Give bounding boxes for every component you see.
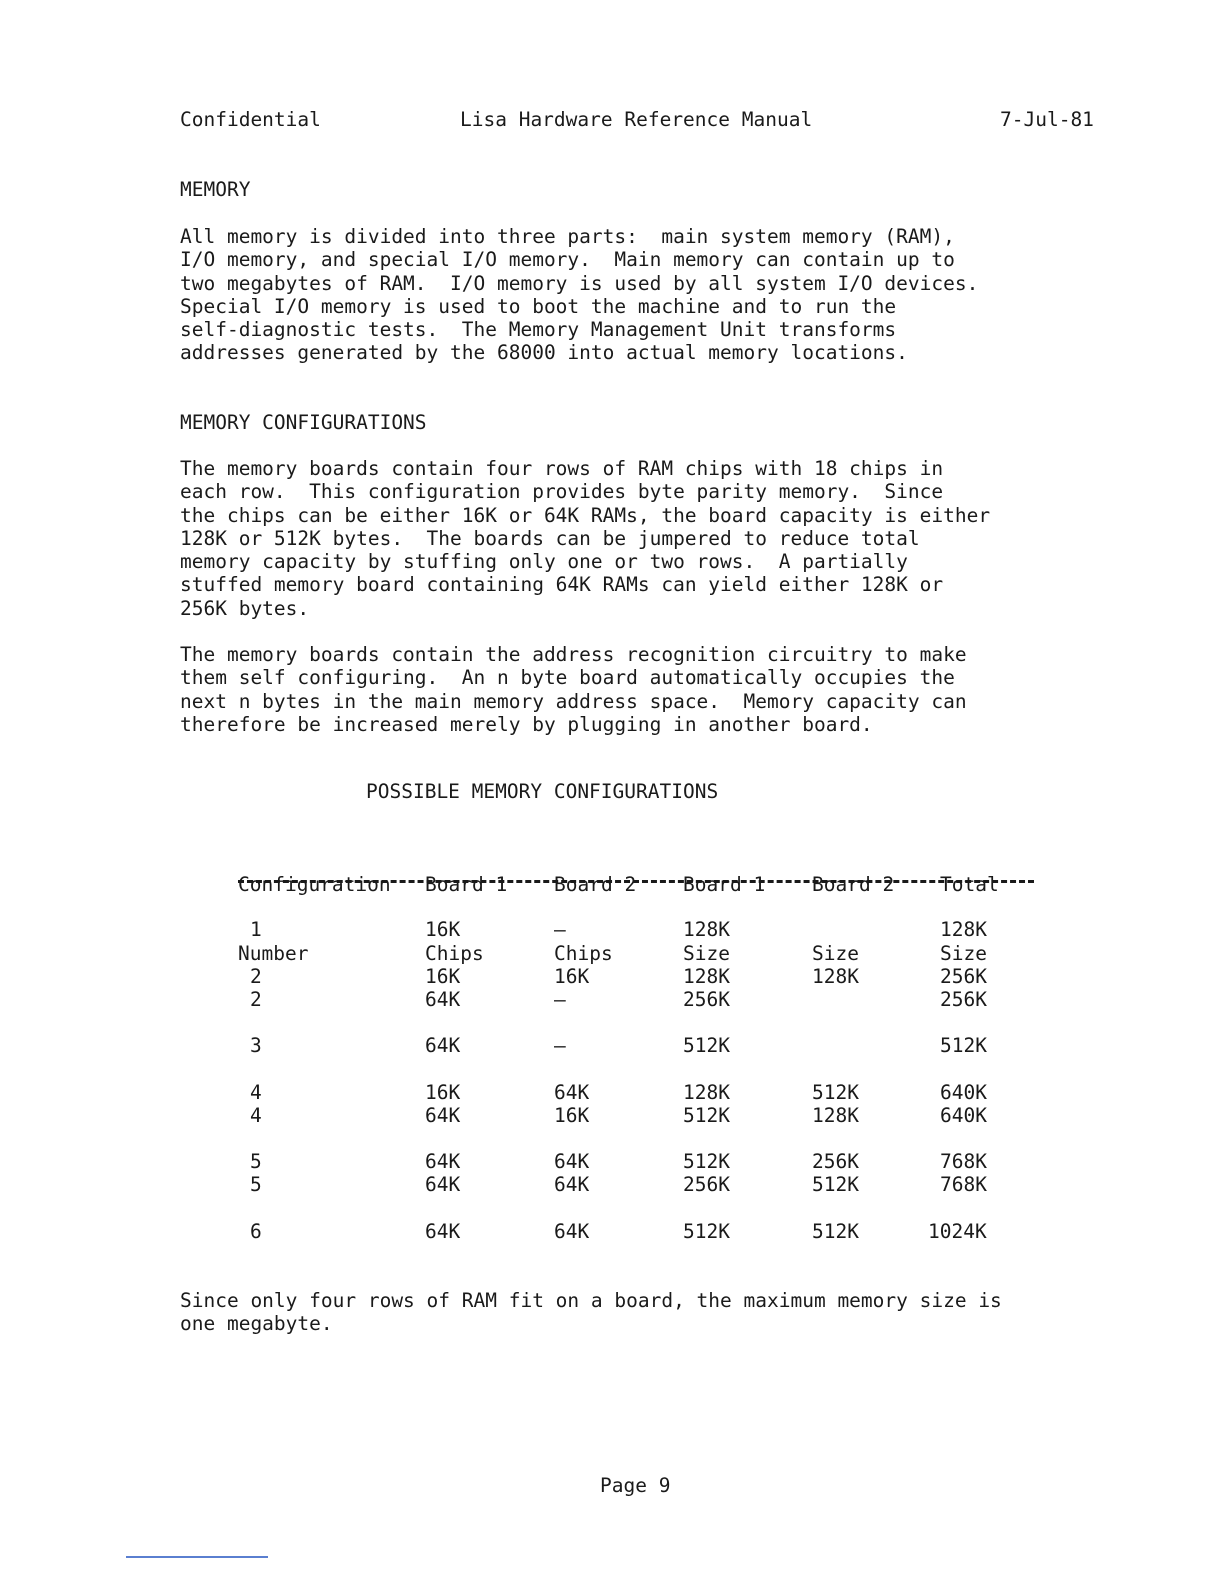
paragraph-line: Since only four rows of RAM fit on a board, the maximum memory size is	[180, 1289, 1002, 1312]
paragraph-line: All memory is divided into three parts: main system memory (RAM),	[180, 225, 955, 248]
table-cell: 64K	[554, 1220, 590, 1243]
table-cell: 64K	[425, 988, 461, 1011]
paragraph-line: each row. This configuration provides byte parity memory. Since	[180, 480, 944, 504]
table-cell: 512K	[683, 1034, 730, 1057]
table-cell: 256K	[683, 988, 730, 1011]
table-cell: 16K	[554, 1104, 590, 1127]
table-cell: 512K	[940, 1034, 987, 1057]
table-cell: 64K	[425, 1220, 461, 1243]
paragraph-line: stuffed memory board containing 64K RAMs can yield either 128K or	[180, 573, 944, 597]
table-cell: 64K	[425, 1034, 461, 1057]
table-cell: 256K	[812, 1150, 859, 1173]
table-cell: 128K	[683, 1081, 730, 1104]
table-cell: 16K	[425, 918, 461, 941]
table-cell: 256K	[940, 965, 987, 988]
paragraph-line: I/O memory, and special I/O memory. Main memory can contain up to	[180, 248, 955, 272]
header-line: Number	[238, 942, 309, 966]
table-cell: 1024K	[928, 1220, 987, 1243]
header-line: Size	[940, 942, 987, 966]
configurations-paragraph-2	[180, 643, 1040, 736]
table-header-rule	[238, 880, 1034, 883]
page-number: Page 9	[600, 1474, 671, 1497]
paragraph-line: the chips can be either 16K or 64K RAMs, the board capacity is either	[180, 503, 991, 527]
paragraph-line: addresses generated by the 68000 into actual memory locations.	[180, 341, 908, 365]
header-line: Board 2	[812, 872, 895, 896]
table-cell: —	[554, 1034, 566, 1057]
table-cell: 64K	[425, 1173, 461, 1196]
table-cell: 64K	[425, 1150, 461, 1173]
section-configurations-heading: MEMORY CONFIGURATIONS	[180, 411, 427, 434]
table-cell: 128K	[812, 1104, 859, 1127]
paragraph-line: The memory boards contain the address recognition circuitry to make	[180, 643, 967, 666]
table-cell: 64K	[554, 1173, 590, 1196]
table-cell: —	[554, 918, 566, 941]
configurations-paragraph-1	[180, 457, 1040, 620]
table-cell: 512K	[812, 1081, 859, 1104]
table-cell: 128K	[683, 965, 730, 988]
header-line: Configuration	[238, 872, 391, 896]
header-line: Total	[940, 872, 999, 896]
table-cell: 16K	[425, 965, 461, 988]
table-cell: 2	[250, 965, 262, 988]
paragraph-line: two megabytes of RAM. I/O memory is used by all system I/O devices.	[180, 271, 979, 295]
table-cell: 768K	[940, 1173, 987, 1196]
table-cell: 256K	[940, 988, 987, 1011]
paragraph-line: next n bytes in the main memory address space. Memory capacity can	[180, 689, 967, 713]
table-cell: 6	[250, 1220, 262, 1243]
table-cell: 640K	[940, 1104, 987, 1127]
header-line: Board 1	[425, 872, 508, 896]
paragraph-line: 256K bytes.	[180, 596, 310, 620]
table-cell: 512K	[683, 1104, 730, 1127]
table-cell: 1	[250, 918, 262, 941]
table-cell: 5	[250, 1173, 262, 1196]
table-cell: 128K	[940, 918, 987, 941]
table-cell: 256K	[683, 1173, 730, 1196]
table-cell: 4	[250, 1104, 262, 1127]
table-cell: 128K	[683, 918, 730, 941]
header-line: Chips	[425, 942, 484, 966]
header-line: Board 2	[554, 872, 637, 896]
header-line: Chips	[554, 942, 613, 966]
paragraph-line: therefore be increased merely by plugging in another board.	[180, 712, 873, 736]
paragraph-line: memory capacity by stuffing only one or two rows. A partially	[180, 550, 908, 574]
paragraph-line: them self configuring. An n byte board automatically occupies the	[180, 666, 955, 690]
header-confidential: Confidential	[180, 108, 321, 131]
table-cell: 2	[250, 988, 262, 1011]
header-line: Board 1	[683, 872, 766, 896]
paragraph-line: self-diagnostic tests. The Memory Management Unit transforms	[180, 318, 897, 342]
table-cell: 64K	[554, 1081, 590, 1104]
paragraph-line: The memory boards contain four rows of RAM chips with 18 chips in	[180, 457, 944, 480]
paragraph-line: Special I/O memory is used to boot the machine and to run the	[180, 294, 897, 318]
header-line: Size	[812, 942, 859, 966]
section-memory-heading: MEMORY	[180, 178, 251, 201]
header-date: 7-Jul-81	[1000, 108, 1094, 131]
table-cell: 5	[250, 1150, 262, 1173]
table-cell: 512K	[683, 1220, 730, 1243]
table-cell: 64K	[554, 1150, 590, 1173]
scan-edge-line	[126, 1556, 268, 1558]
table-cell: 768K	[940, 1150, 987, 1173]
paragraph-line: 128K or 512K bytes. The boards can be jumpered to reduce total	[180, 526, 920, 550]
header-line: Size	[683, 942, 730, 966]
table-cell: 16K	[554, 965, 590, 988]
table-cell: 512K	[683, 1150, 730, 1173]
table-caption: POSSIBLE MEMORY CONFIGURATIONS	[366, 780, 719, 803]
header-title: Lisa Hardware Reference Manual	[460, 108, 813, 131]
table-cell: 3	[250, 1034, 262, 1057]
closing-paragraph	[180, 1289, 1040, 1336]
table-cell: 16K	[425, 1081, 461, 1104]
table-cell: —	[554, 988, 566, 1011]
table-cell: 4	[250, 1081, 262, 1104]
section-memory-paragraph	[180, 225, 1040, 365]
table-cell: 512K	[812, 1220, 859, 1243]
table-cell: 640K	[940, 1081, 987, 1104]
table-cell: 512K	[812, 1173, 859, 1196]
table-cell: 64K	[425, 1104, 461, 1127]
table-cell: 128K	[812, 965, 859, 988]
paragraph-line: one megabyte.	[180, 1312, 333, 1336]
